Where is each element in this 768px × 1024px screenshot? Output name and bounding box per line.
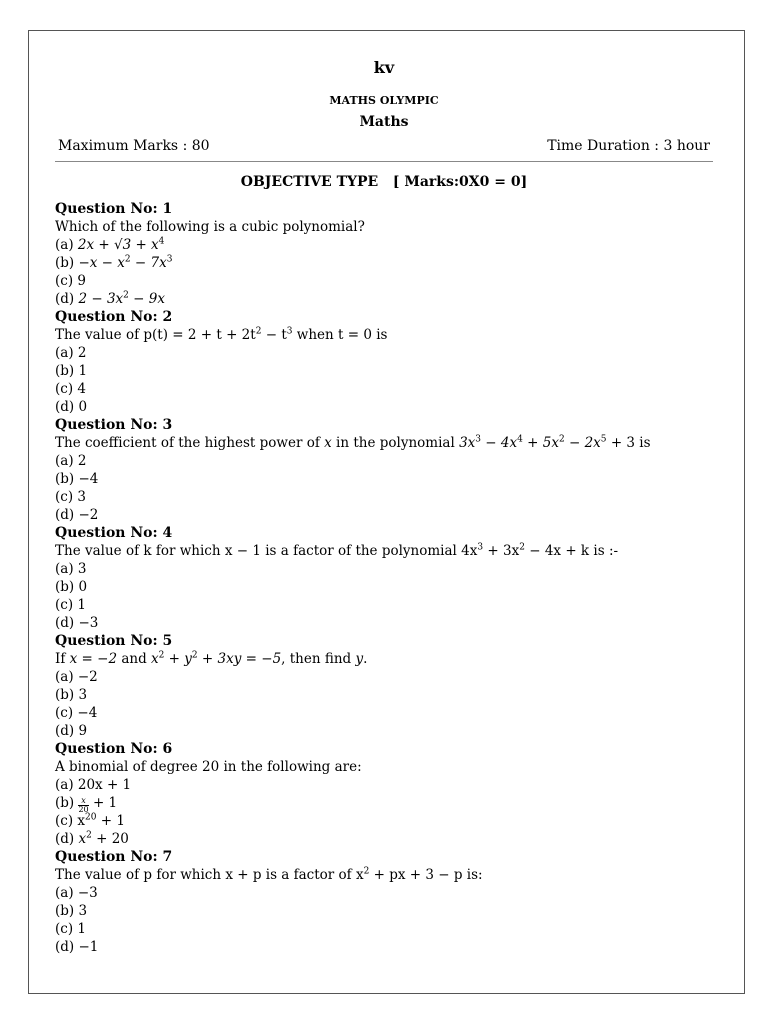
question-prompt: Which of the following is a cubic polynomial? <box>55 219 365 235</box>
option-b: (b) 1 <box>55 363 88 379</box>
option-a: (a) −2 <box>55 669 98 685</box>
question-heading: Question No: 5 <box>55 633 173 649</box>
question-heading: Question No: 7 <box>55 849 173 865</box>
header-divider <box>55 161 713 162</box>
option-d: (d) −1 <box>55 939 99 955</box>
option-a: (a) −3 <box>55 885 98 901</box>
option-d: (d) 9 <box>55 723 88 739</box>
question-prompt: The value of k for which x − 1 is a factor of the polynomial $4x^3 + 3x^2 - 4x + k$ is :- <box>55 542 619 559</box>
question-prompt: If x = −2 and $x^2 + y^2 + 3xy = -5$, then find y. <box>55 650 368 667</box>
option-b: (b) 3 <box>55 903 88 919</box>
subject-title: Maths <box>359 114 409 130</box>
option-d: (d) $2 - 3x^2 - 9x$ <box>55 290 165 307</box>
option-b: $(b) -x - x^2 - 7x^3$ <box>55 254 173 271</box>
option-a: (a) $2x + √3 + x^4$ <box>55 236 165 253</box>
question-heading: Question No: 2 <box>55 309 173 325</box>
option-c: (c) $x^{20} + 1$ <box>55 812 125 829</box>
option-a: (a) 2 <box>55 453 87 469</box>
option-d: (d) −2 <box>55 507 99 523</box>
option-d: (d) 0 <box>55 399 88 415</box>
option-a: (a) 2 <box>55 345 87 361</box>
option-c: (c) 3 <box>55 489 86 505</box>
exam-title: MATHS OLYMPIC <box>329 94 439 107</box>
option-d: (d) −3 <box>55 615 99 631</box>
option-a: (a) 20x + 1 <box>55 777 132 793</box>
question-prompt: The value of p for which x + p is a factor of $x^2$ + px + 3 − p is: <box>55 866 483 883</box>
option-c: (c) 4 <box>55 381 86 397</box>
question-prompt: The value of $p(t) = 2 + t + 2t^2 - t^3$ when t = 0 is <box>55 326 388 343</box>
option-b: (b) $\frac{x}{20}$ + 1 <box>55 795 118 814</box>
question-heading: Question No: 6 <box>55 741 173 757</box>
school-name: kv <box>373 58 395 77</box>
question-heading: Question No: 1 <box>55 201 173 217</box>
question-heading: Question No: 4 <box>55 525 173 541</box>
option-c: (c) 1 <box>55 921 86 937</box>
option-b: (b) −4 <box>55 471 99 487</box>
option-c: (c) 1 <box>55 597 86 613</box>
fraction: $\frac{x}{20}$ <box>78 796 89 814</box>
option-c: (c) −4 <box>55 705 98 721</box>
section-title: OBJECTIVE TYPE [ Marks:0X0 = 0] <box>240 174 528 190</box>
time-duration: Time Duration : 3 hour <box>547 138 710 154</box>
option-b: (b) 0 <box>55 579 88 595</box>
question-prompt: A binomial of degree 20 in the following are: <box>55 759 362 775</box>
option-b: (b) 3 <box>55 687 88 703</box>
option-a: (a) 3 <box>55 561 87 577</box>
option-c: (c) 9 <box>55 273 86 289</box>
exam-meta <box>58 138 710 154</box>
question-heading: Question No: 3 <box>55 417 173 433</box>
max-marks: Maximum Marks : 80 <box>58 138 210 154</box>
option-d: (d) $x^2 + 20$ <box>55 830 129 847</box>
question-list <box>55 200 735 956</box>
question-prompt: The coefficient of the highest power of x in the polynomial $3x^3 - 4x^4 + 5x^2 - 2x^5 + 3$ is <box>55 434 651 451</box>
